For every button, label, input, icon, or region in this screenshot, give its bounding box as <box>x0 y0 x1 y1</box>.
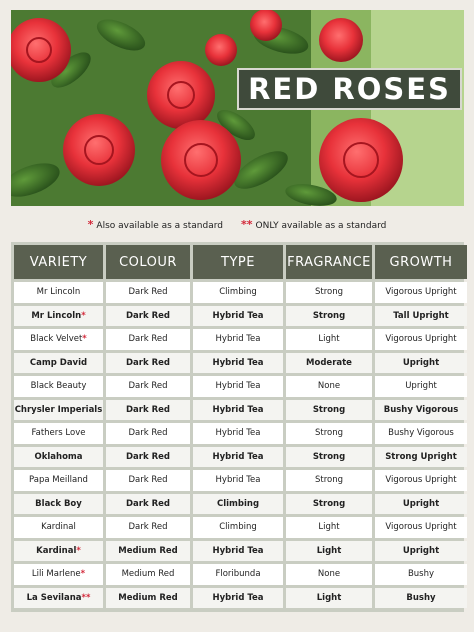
cell-type-text: Floribunda <box>215 569 261 580</box>
cell-variety-text: Camp David <box>29 357 88 368</box>
cell-type <box>193 517 283 538</box>
cell-fragrance <box>286 282 372 303</box>
cell-variety-text: Kardinal <box>36 545 77 556</box>
cell-fragrance-text: Light <box>318 334 340 345</box>
cell-growth-text: Tall Upright <box>393 310 449 321</box>
cell-growth <box>375 282 467 303</box>
cell-growth-text: Bushy Vigorous <box>383 404 459 415</box>
cell-growth <box>375 541 467 562</box>
cell-type <box>193 306 283 327</box>
cell-type-text: Hybrid Tea <box>212 545 264 556</box>
cell-variety <box>14 541 103 562</box>
cell-colour <box>106 306 190 327</box>
hero-roses-photo <box>11 10 464 206</box>
cell-type <box>193 494 283 515</box>
cell-growth-text: Vigorous Upright <box>385 287 457 298</box>
standard-star-icon: ** <box>81 592 91 603</box>
cell-fragrance-text: Light <box>316 545 342 556</box>
cell-type-text: Hybrid Tea <box>215 381 261 392</box>
cell-colour <box>106 353 190 374</box>
cell-fragrance-text: Strong <box>312 310 346 321</box>
cell-fragrance <box>286 353 372 374</box>
cell-colour <box>106 541 190 562</box>
table-row <box>14 306 467 327</box>
cell-colour <box>106 517 190 538</box>
cell-fragrance-text: None <box>317 381 341 392</box>
table-row <box>14 423 467 444</box>
cell-type-text: Hybrid Tea <box>212 451 264 462</box>
cell-fragrance <box>286 517 372 538</box>
cell-fragrance <box>286 494 372 515</box>
cell-colour-text: Medium Red <box>118 592 178 603</box>
cell-growth <box>375 588 467 609</box>
cell-colour <box>106 470 190 491</box>
cell-growth-text: Vigorous Upright <box>385 475 457 486</box>
cell-type-text: Hybrid Tea <box>212 357 264 368</box>
single-star-icon: * <box>87 217 94 231</box>
cell-growth <box>375 423 467 444</box>
cell-colour-text: Dark Red <box>126 310 170 321</box>
cell-variety <box>14 470 103 491</box>
cell-fragrance <box>286 306 372 327</box>
page-title: RED ROSES <box>237 68 462 110</box>
cell-variety-text: Lili Marlene <box>31 569 81 580</box>
cell-type-text: Hybrid Tea <box>215 475 261 486</box>
cell-growth-text: Strong Upright <box>385 451 457 462</box>
cell-variety-text: Fathers Love <box>31 428 86 439</box>
cell-variety-text: Mr Lincoln <box>36 287 81 298</box>
header-colour: COLOUR <box>106 245 190 279</box>
cell-variety <box>14 447 103 468</box>
standard-star-icon: * <box>80 569 86 580</box>
cell-growth <box>375 517 467 538</box>
cell-variety <box>14 376 103 397</box>
cell-variety-text: La Sevilana <box>26 592 82 603</box>
cell-type <box>193 470 283 491</box>
cell-colour <box>106 494 190 515</box>
table-row <box>14 376 467 397</box>
cell-type <box>193 423 283 444</box>
cell-colour <box>106 588 190 609</box>
cell-type-text: Hybrid Tea <box>215 334 261 345</box>
double-star-icon: ** <box>240 217 253 231</box>
cell-variety <box>14 306 103 327</box>
cell-colour <box>106 376 190 397</box>
table-row <box>14 282 467 303</box>
cell-colour <box>106 400 190 421</box>
cell-type-text: Hybrid Tea <box>215 428 261 439</box>
cell-colour <box>106 447 190 468</box>
cell-fragrance <box>286 329 372 350</box>
cell-growth <box>375 329 467 350</box>
cell-colour-text: Dark Red <box>126 498 170 509</box>
cell-variety <box>14 353 103 374</box>
cell-growth-text: Vigorous Upright <box>385 522 457 533</box>
cell-type <box>193 447 283 468</box>
cell-fragrance-text: Light <box>318 522 340 533</box>
cell-type <box>193 588 283 609</box>
cell-growth-text: Bushy <box>407 569 435 580</box>
cell-growth-text: Bushy Vigorous <box>388 428 454 439</box>
cell-fragrance-text: Moderate <box>306 357 352 368</box>
cell-fragrance <box>286 564 372 585</box>
legend-single <box>88 218 223 231</box>
cell-growth <box>375 353 467 374</box>
table-row <box>14 400 467 421</box>
table-row <box>14 564 467 585</box>
cell-fragrance-text: Strong <box>312 404 346 415</box>
cell-variety <box>14 564 103 585</box>
table-row <box>14 494 467 515</box>
cell-variety <box>14 588 103 609</box>
roses-table <box>11 242 470 611</box>
table-row <box>14 588 467 609</box>
table-row <box>14 470 467 491</box>
cell-colour-text: Dark Red <box>128 334 168 345</box>
table-header-row <box>14 245 467 279</box>
cell-fragrance <box>286 376 372 397</box>
cell-variety-text: Oklahoma <box>34 451 83 462</box>
cell-colour-text: Dark Red <box>128 381 168 392</box>
cell-fragrance-text: Light <box>316 592 342 603</box>
cell-colour-text: Dark Red <box>126 357 170 368</box>
cell-type-text: Climbing <box>219 287 257 298</box>
legend-double <box>241 218 386 231</box>
availability-legend <box>0 216 474 232</box>
cell-growth-text: Upright <box>402 545 440 556</box>
cell-growth <box>375 494 467 515</box>
cell-type <box>193 376 283 397</box>
cell-colour-text: Dark Red <box>128 522 168 533</box>
standard-star-icon: * <box>81 310 86 321</box>
table-row <box>14 517 467 538</box>
cell-variety-text: Chrysler Imperials <box>14 404 103 415</box>
cell-type-text: Climbing <box>216 498 260 509</box>
header-growth: GROWTH <box>375 245 467 279</box>
cell-colour <box>106 423 190 444</box>
roses-table-container <box>11 242 464 612</box>
cell-growth-text: Upright <box>405 381 437 392</box>
cell-growth <box>375 376 467 397</box>
cell-growth <box>375 306 467 327</box>
cell-variety-text: Papa Meilland <box>29 475 88 486</box>
cell-growth <box>375 564 467 585</box>
cell-variety <box>14 423 103 444</box>
header-type: TYPE <box>193 245 283 279</box>
cell-type-text: Hybrid Tea <box>212 592 264 603</box>
cell-growth <box>375 400 467 421</box>
legend-single-text: Also available as a standard <box>96 220 223 231</box>
cell-variety <box>14 400 103 421</box>
cell-type <box>193 329 283 350</box>
cell-fragrance-text: Strong <box>314 475 344 486</box>
standard-star-icon: * <box>76 545 81 556</box>
cell-fragrance <box>286 400 372 421</box>
cell-colour-text: Dark Red <box>126 451 170 462</box>
cell-type <box>193 282 283 303</box>
cell-colour-text: Dark Red <box>128 287 168 298</box>
table-row <box>14 447 467 468</box>
cell-colour-text: Medium Red <box>118 545 178 556</box>
cell-colour <box>106 282 190 303</box>
cell-fragrance <box>286 470 372 491</box>
cell-fragrance <box>286 423 372 444</box>
cell-growth <box>375 447 467 468</box>
cell-type-text: Climbing <box>219 522 257 533</box>
cell-variety <box>14 329 103 350</box>
cell-colour <box>106 564 190 585</box>
header-fragrance: FRAGRANCE <box>286 245 372 279</box>
cell-fragrance-text: Strong <box>312 451 346 462</box>
cell-growth-text: Vigorous Upright <box>385 334 457 345</box>
cell-type <box>193 564 283 585</box>
cell-fragrance-text: Strong <box>314 287 344 298</box>
legend-double-text: ONLY available as a standard <box>255 220 387 231</box>
cell-colour-text: Dark Red <box>126 404 170 415</box>
header-variety: VARIETY <box>14 245 103 279</box>
cell-variety <box>14 494 103 515</box>
table-row <box>14 329 467 350</box>
standard-star-icon: * <box>82 334 87 345</box>
cell-colour-text: Dark Red <box>128 428 168 439</box>
cell-colour-text: Dark Red <box>128 475 168 486</box>
cell-growth-text: Upright <box>402 498 440 509</box>
cell-fragrance-text: Strong <box>312 498 346 509</box>
cell-variety-text: Black Boy <box>35 498 82 509</box>
table-body <box>14 282 467 608</box>
cell-fragrance <box>286 447 372 468</box>
cell-fragrance <box>286 541 372 562</box>
table-row <box>14 541 467 562</box>
cell-variety-text: Kardinal <box>41 522 76 533</box>
cell-fragrance <box>286 588 372 609</box>
cell-type <box>193 400 283 421</box>
cell-variety-text: Mr Lincoln <box>31 310 82 321</box>
cell-type <box>193 353 283 374</box>
table-row <box>14 353 467 374</box>
cell-fragrance-text: Strong <box>314 428 344 439</box>
cell-variety-text: Black Velvet <box>30 334 83 345</box>
cell-type-text: Hybrid Tea <box>212 404 264 415</box>
cell-growth <box>375 470 467 491</box>
cell-type-text: Hybrid Tea <box>212 310 264 321</box>
cell-type <box>193 541 283 562</box>
cell-variety <box>14 282 103 303</box>
cell-colour <box>106 329 190 350</box>
cell-colour-text: Medium Red <box>121 569 175 580</box>
cell-fragrance-text: None <box>317 569 341 580</box>
cell-growth-text: Bushy <box>406 592 436 603</box>
cell-growth-text: Upright <box>402 357 440 368</box>
cell-variety <box>14 517 103 538</box>
cell-variety-text: Black Beauty <box>30 381 87 392</box>
